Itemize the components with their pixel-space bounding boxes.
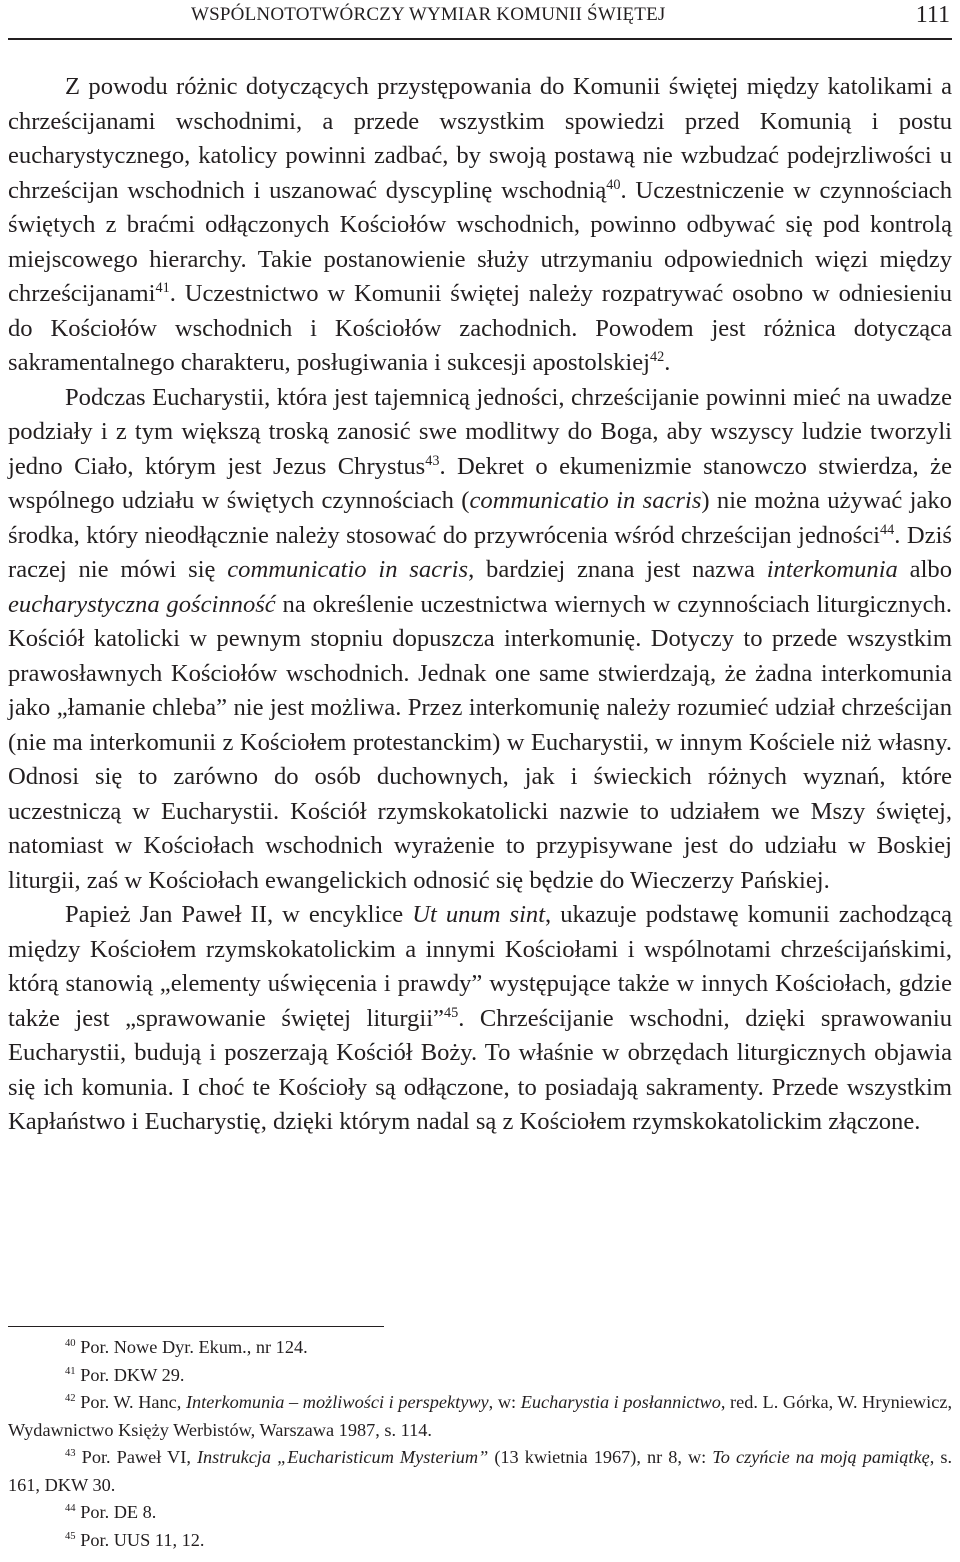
footnote-text: , red. L. Górka, W. Hryniewicz, Wydawnictwo Księży Werbistów, Warszawa 1987, s. 114.: [8, 1392, 953, 1440]
paragraph-text: na określenie uczestnictwa wiernych w czynnościach liturgicznych. Kościół katolicki w pewnym stopniu dopuszcza interkomunię. Dotyczy to przede wszystkim prawosławnych Kościołów wschodnich. Jednak one same stwierdzają, że żadna interkomunia jako „łamanie chleba” nie jest możliwa. Przez interkomunię należy rozumieć udział chrześcijan (nie ma interkomunii z Kościołem protestanckim) w Eucharystii, w innym Kościele niż własny. Odnosi się to zarówno do osób duchownych, jak i świeckich różnych wyznań, które uczestniczą w Eucharystii. Kościół rzymskokatolicki nazwie to udziałem we Mszy świętej, natomiast w Kościołach wschodnich wyrażenie to przypisywane jest do udziału w Boskiej liturgii, zaś w Kościołach ewangelickich odnosić się będzie do Wieczerzy Pańskiej.: [8, 590, 952, 894]
footnote-text: Por. Paweł VI,: [81, 1447, 197, 1467]
italic-term: communicatio in sacris: [469, 487, 702, 514]
italic-term: communicatio in sacris: [227, 556, 469, 583]
paragraph-text: ) nie można używać jako środka, który nieodłącznie należy stosować do przywrócenia wśród chrześcijan jedności: [8, 487, 952, 549]
main-text: [8, 70, 952, 1140]
footnote-divider: [8, 1326, 384, 1327]
footnote-number: 40: [65, 1337, 76, 1349]
paragraph-text: Z powodu różnic dotyczących przystępowania do Komunii świętej między katolikami a chrześcijanami wschodnimi, a przede wszystkim spowiedzi przed Komunią i postu eucharystycznego, katolicy powinni zadbać, by swoją postawą nie wzbudzać podejrzliwości u chrześcijan wschodnich i uszanować dyscyplinę wschodnią: [8, 73, 952, 204]
paragraph-text: . Uczestnictwo w Komunii świętej należy rozpatrywać osobno w odniesieniu do Kościołów wschodnich i Kościołów zachodnich. Powodem jest różnica dotycząca sakramentalnego charakteru, posługiwania i sukcesji apostolskiej: [8, 280, 952, 376]
footnote-title: Instrukcja „Eucharisticum Mysterium”: [196, 1447, 489, 1467]
footnote-number: 41: [65, 1365, 76, 1377]
footnote-title: Interkomunia – możliwości i perspektywy: [185, 1392, 489, 1412]
italic-title: Ut unum sint: [412, 901, 546, 928]
footnotes: [8, 1334, 952, 1554]
footnote-ref-42[interactable]: 42: [649, 348, 665, 365]
footnote-43: [8, 1444, 952, 1499]
paragraph-text: Papież Jan Paweł II, w encyklice: [65, 901, 413, 928]
footnote-text: Por. UUS 11, 12.: [80, 1529, 205, 1550]
footnote-number: 44: [65, 1502, 76, 1514]
footnote-ref-44[interactable]: 44: [879, 521, 895, 538]
paragraph-1: [8, 70, 952, 381]
footnote-title: To czyńcie na moją pamiątkę: [712, 1447, 930, 1467]
footnote-ref-43[interactable]: 43: [425, 452, 440, 469]
footnote-40: [8, 1334, 952, 1362]
footnote-text: , s. 161, DKW 30.: [8, 1447, 953, 1495]
footnote-41: [8, 1362, 952, 1390]
paragraph-text: .: [664, 349, 671, 376]
footnote-text: Por. Nowe Dyr. Ekum., nr 124.: [80, 1337, 308, 1357]
footnote-text: (13 kwietnia 1967), nr 8, w:: [488, 1447, 713, 1467]
footnote-title: Eucharystia i posłannictwo: [520, 1392, 721, 1412]
running-title: WSPÓLNOTOTWÓRCZY WYMIAR KOMUNII ŚWIĘTEJ: [191, 4, 666, 25]
page-header: [8, 0, 952, 40]
footnote-number: 43: [65, 1447, 76, 1459]
paragraph-2: [8, 381, 952, 899]
footnote-44: [8, 1499, 952, 1527]
paragraph-text: , ukazuje podstawę komunii zachodzącą między Kościołem rzymskokatolickim a innymi Kościołami i wspólnotami chrześcijańskimi, którą stanowią „elementy uświęcenia i prawdy” występujące także w innych Kościołach, gdzie także jest „sprawowanie świętej liturgii”: [8, 901, 952, 1032]
paragraph-text: . Chrześcijanie wschodni, dzięki sprawowaniu Eucharystii, budują i poszerzają Kościół Boży. To właśnie w obrzędach liturgicznych objawia się ich komunia. I choć te Kościoły są odłączone, to posiadają sakramenty. Przede wszystkim Kapłaństwo i Eucharystię, dzięki którym nadal są z Kościołem rzymskokatolickim złączone.: [8, 1004, 952, 1135]
footnote-text: Por. DE 8.: [80, 1502, 157, 1522]
paragraph-text: albo: [897, 556, 952, 583]
paragraph-text: . Dziś raczej nie mówi się: [8, 521, 952, 583]
footnote-ref-40[interactable]: 40: [606, 176, 621, 193]
footnote-text: Por. W. Hanc,: [80, 1392, 186, 1412]
paragraph-text: . Dekret o ekumenizmie stanowczo stwierdza, że wspólnego udziału w świętych czynnościach (: [8, 452, 952, 514]
paragraph-text: . Uczestniczenie w czynnościach świętych z braćmi odłączonych Kościołów wschodnich, powinno odbywać się pod kontrolą miejscowego hierarchy. Takie postanowienie służy utrzymaniu odpowiednich więzi między chrześcijanami: [8, 176, 952, 307]
italic-term: eucharystyczna gościnność: [8, 590, 276, 618]
footnote-45: [8, 1527, 952, 1555]
footnote-text: Por. DKW 29.: [80, 1364, 185, 1385]
footnote-number: 42: [65, 1392, 76, 1404]
paragraph-text: , bardziej znana jest nazwa: [468, 556, 767, 583]
page-number: 111: [915, 2, 950, 28]
footnote-ref-45[interactable]: 45: [443, 1004, 459, 1021]
footnote-text: , w:: [488, 1392, 521, 1412]
paragraph-3: [8, 898, 952, 1140]
footnote-ref-41[interactable]: 41: [155, 279, 170, 296]
italic-term: interkomunia: [766, 556, 898, 583]
footnote-42: [8, 1389, 952, 1444]
footnote-number: 45: [65, 1530, 76, 1542]
paragraph-text: Podczas Eucharystii, która jest tajemnicą jedności, chrześcijanie powinni mieć na uwadze podziały i z tym większą troską zanosić swe modlitwy do Boga, aby wszyscy ludzie tworzyli jedno Ciało, którym jest Jezus Chrystus: [8, 383, 952, 480]
